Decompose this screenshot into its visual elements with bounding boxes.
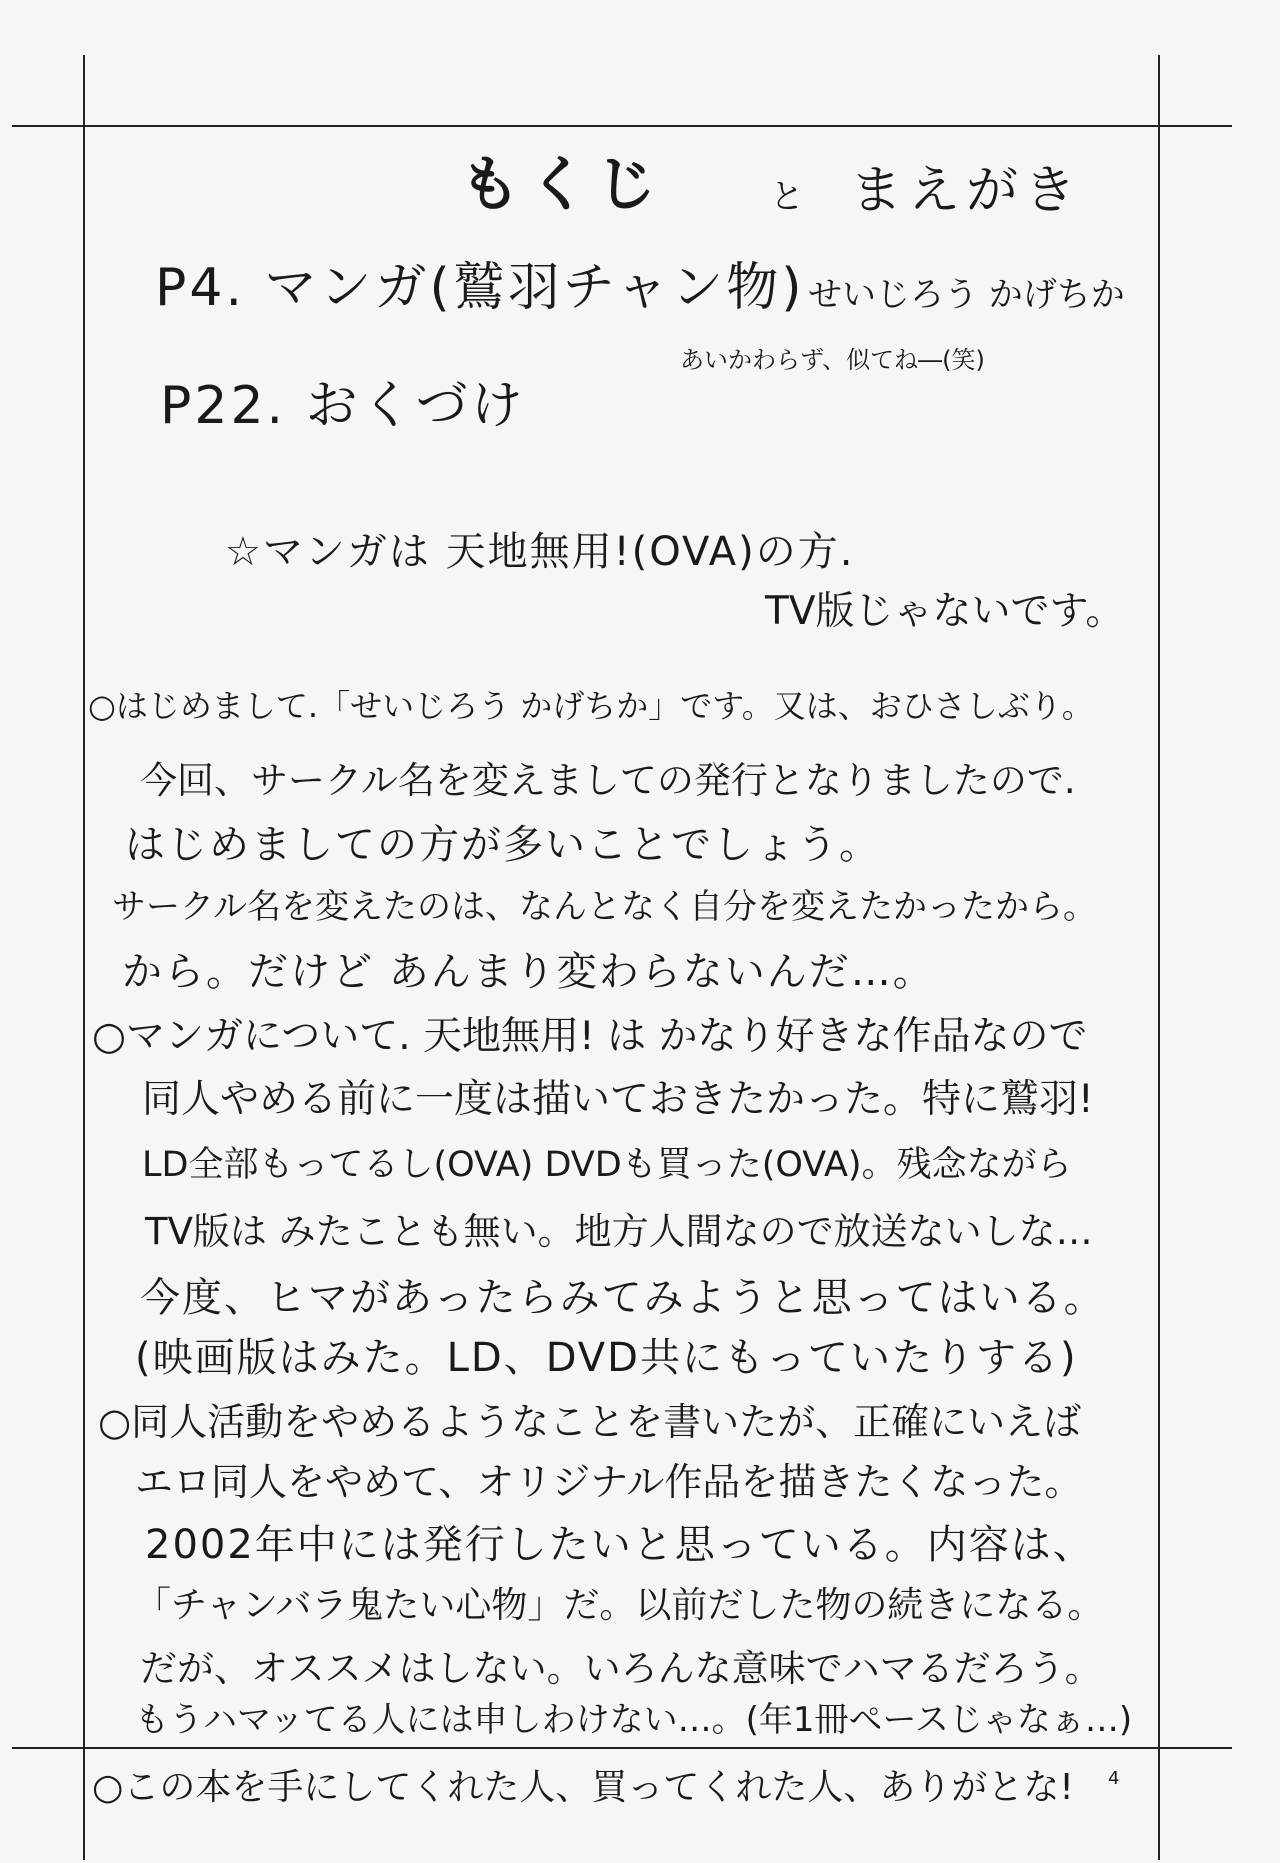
body-line: 同人やめる前に一度は描いておきたかった。特に鷲羽! — [142, 1077, 1094, 1122]
top-rule — [12, 125, 1232, 127]
bottom-rule — [12, 1747, 1232, 1749]
toc-author: せいじろう かげちか — [808, 275, 1125, 315]
toc-entry: P4. マンガ(鷲羽チャン物) — [155, 258, 805, 318]
body-line: サークル名を変えたのは、なんとなく自分を変えたかったから。 — [112, 887, 1097, 927]
body-line: LD全部もってるし(OVA) DVDも買った(OVA)。残念ながら — [142, 1145, 1072, 1185]
body-line: ○はじめまして.「せいじろう かげちか」です。又は、おひさしぶり。 — [88, 687, 1094, 725]
left-rule — [83, 55, 85, 1860]
body-line: (映画版はみた。LD、DVD共にもっていたりする) — [135, 1335, 1078, 1381]
body-line: エロ同人をやめて、オリジナル作品を描きたくなった。 — [135, 1460, 1083, 1504]
body-line: はじめましての方が多いことでしょう。 — [125, 822, 881, 868]
body-line: もうハマッてる人には申しわけない…。(年1冊ペースじゃなぁ…) — [135, 1700, 1133, 1740]
notice-line: ☆マンガは 天地無用!(OVA)の方. — [225, 529, 855, 575]
toc-entry: P22. おくづけ — [160, 376, 526, 436]
body-line: 今回、サークル名を変えましての発行となりましたので. — [140, 759, 1076, 802]
body-line: ○この本を手にしてくれた人、買ってくれた人、ありがとな! — [92, 1767, 1074, 1808]
title-connector: と — [770, 177, 804, 217]
body-line: 2002年中には発行したいと思っている。内容は、 — [145, 1522, 1095, 1568]
notice-line: TV版じゃないです。 — [765, 589, 1125, 634]
page-title: もくじ — [460, 150, 664, 220]
body-line: ○同人活動をやめるようなことを書いたが、正確にいえば — [98, 1400, 1082, 1444]
body-line: 今度、ヒマがあったらみてみようと思ってはいる。 — [140, 1275, 1106, 1321]
right-rule — [1158, 55, 1160, 1860]
body-line: だが、オススメはしない。いろんな意味でハマるだろう。 — [140, 1647, 1102, 1690]
body-line: 「チャンバラ鬼たい心物」だ。以前だした物の続きになる。 — [135, 1585, 1104, 1626]
body-line: から。だけど あんまり変わらないんだ…。 — [122, 949, 935, 995]
body-line: TV版は みたことも無い。地方人間なので放送ないしな… — [145, 1210, 1093, 1253]
body-line: ○マンガについて. 天地無用! は かなり好きな作品なので — [92, 1014, 1088, 1059]
toc-note: あいかわらず、似てね―(笑) — [680, 346, 985, 374]
page-number: 4 — [1108, 1768, 1120, 1789]
page-subtitle: まえがき — [850, 161, 1083, 221]
